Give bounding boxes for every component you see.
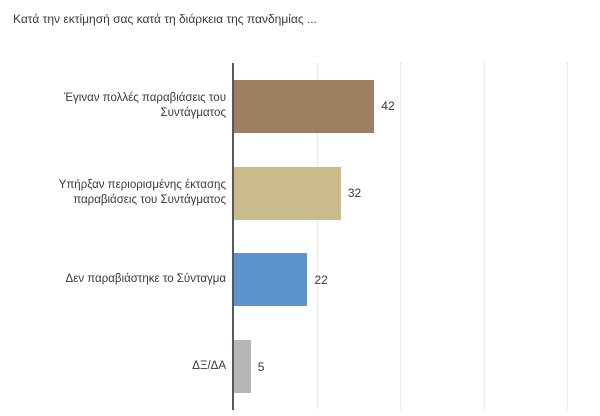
- bar: [234, 80, 374, 133]
- bar: [234, 253, 307, 306]
- category-label-text: Δεν παραβιάστηκε το Σύνταγμα: [65, 273, 226, 286]
- category-label: [0, 237, 226, 324]
- bar-row: [234, 323, 568, 410]
- category-label-text: Υπήρξαν περιορισμένης έκτασης παραβιάσεις του Συντάγματος: [58, 179, 226, 207]
- category-label-text: ΔΞ/ΔΑ: [192, 360, 226, 373]
- bar-row: [234, 63, 568, 150]
- category-label: [0, 150, 226, 237]
- bar-row: [234, 237, 568, 324]
- category-labels: [0, 63, 226, 410]
- bar: [234, 167, 341, 220]
- value-label: 5: [257, 359, 265, 374]
- category-label: [0, 323, 226, 410]
- value-label: 42: [381, 99, 395, 114]
- value-label: 32: [347, 186, 362, 201]
- plot-area: [232, 63, 568, 410]
- bar-row: [234, 150, 568, 237]
- bar: [234, 340, 251, 393]
- value-label: 22: [314, 272, 328, 287]
- category-label: [0, 63, 226, 150]
- category-label-text: Έγιναν πολλές παραβιάσεις του Συντάγματος: [64, 92, 226, 120]
- chart-title: Κατά την εκτίμησή σας κατά τη διάρκεια της πανδημίας ...: [13, 12, 317, 26]
